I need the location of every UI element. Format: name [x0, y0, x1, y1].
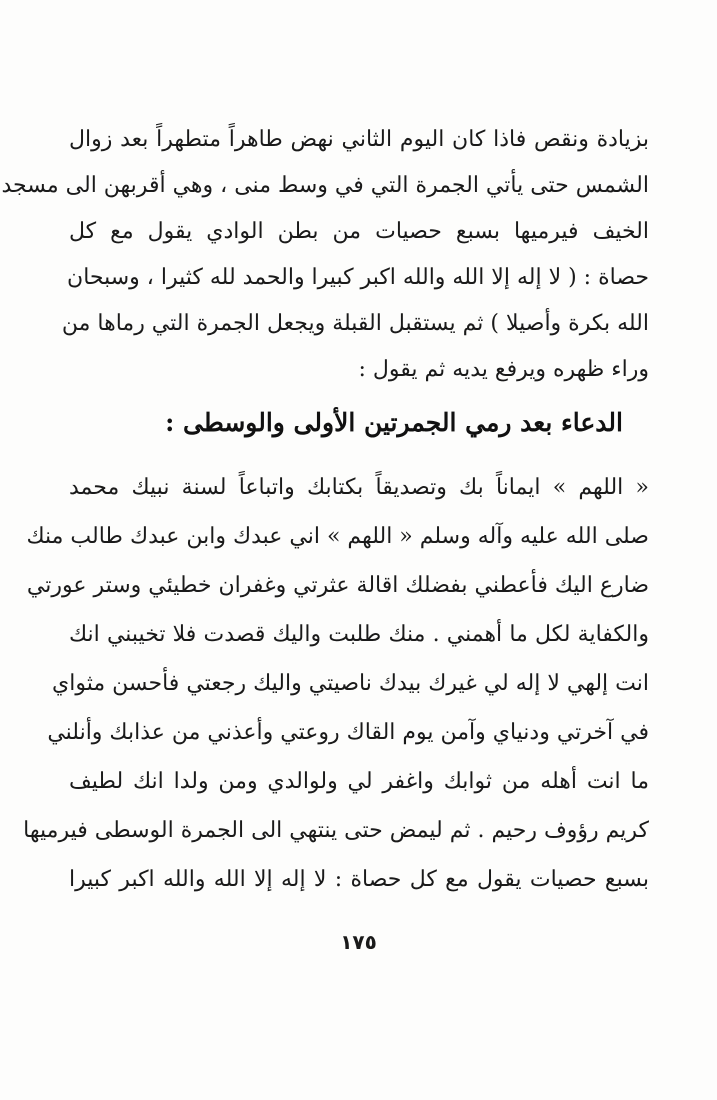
paragraph-first	[1, 117, 649, 393]
text-line: الله بكرة وأصيلا ) ثم يستقبل القبلة ويجعل الجمرة التي رماها من	[61, 311, 649, 336]
text-line: الشمس حتى يأتي الجمرة التي في وسط منى ، وهي أقربهن الى مسجد	[1, 173, 649, 198]
text-line: كريم رؤوف رحيم . ثم ليمض حتى ينتهي الى الجمرة الوسطى فيرميها	[23, 818, 649, 843]
text-line: حصاة : ( لا إله إلا الله والله اكبر كبيرا والحمد لله كثيرا ، وسبحان	[67, 265, 649, 290]
text-line: في آخرتي ودنياي وآمن يوم القاك روعتي وأعذني من عذابك وأنلني	[47, 720, 649, 745]
text-line: الخيف فيرميها بسبع حصيات من بطن الوادي يقول مع كل	[69, 219, 649, 244]
text-line: وراء ظهره ويرفع يديه ثم يقول :	[358, 357, 649, 382]
text-line: انت إلهي لا إله لي غيرك بيدك ناصيتي واليك رجعتي فأحسن مثواي	[52, 671, 649, 696]
text-line: ضارع اليك فأعطني بفضلك اقالة عثرتي وغفران خطيئي وستر عورتي	[26, 573, 649, 598]
page-number: ١٧٥	[340, 930, 377, 954]
text-line: صلى الله عليه وآله وسلم « اللهم » اني عبدك وابن عبدك طالب منك	[26, 524, 649, 549]
text-line: « اللهم » ايماناً بك وتصديقاً بكتابك واتباعاً لسنة نبيك محمد	[69, 475, 649, 500]
section-heading: الدعاء بعد رمي الجمرتين الأولى والوسطى :	[165, 408, 623, 437]
paragraph-supplication	[23, 463, 649, 904]
text-line: ما انت أهله من ثوابك واغفر لي ولوالدي ومن ولدا انك لطيف	[69, 769, 649, 794]
text-line: والكفاية لكل ما أهمني . منك طلبت واليك قصدت فلا تخيبني انك	[69, 622, 649, 647]
text-line: بسبع حصيات يقول مع كل حصاة : لا إله إلا الله والله اكبر كبيرا	[69, 867, 649, 892]
text-line: بزيادة ونقص فاذا كان اليوم الثاني نهض طاهراً متطهراً بعد زوال	[69, 127, 649, 152]
